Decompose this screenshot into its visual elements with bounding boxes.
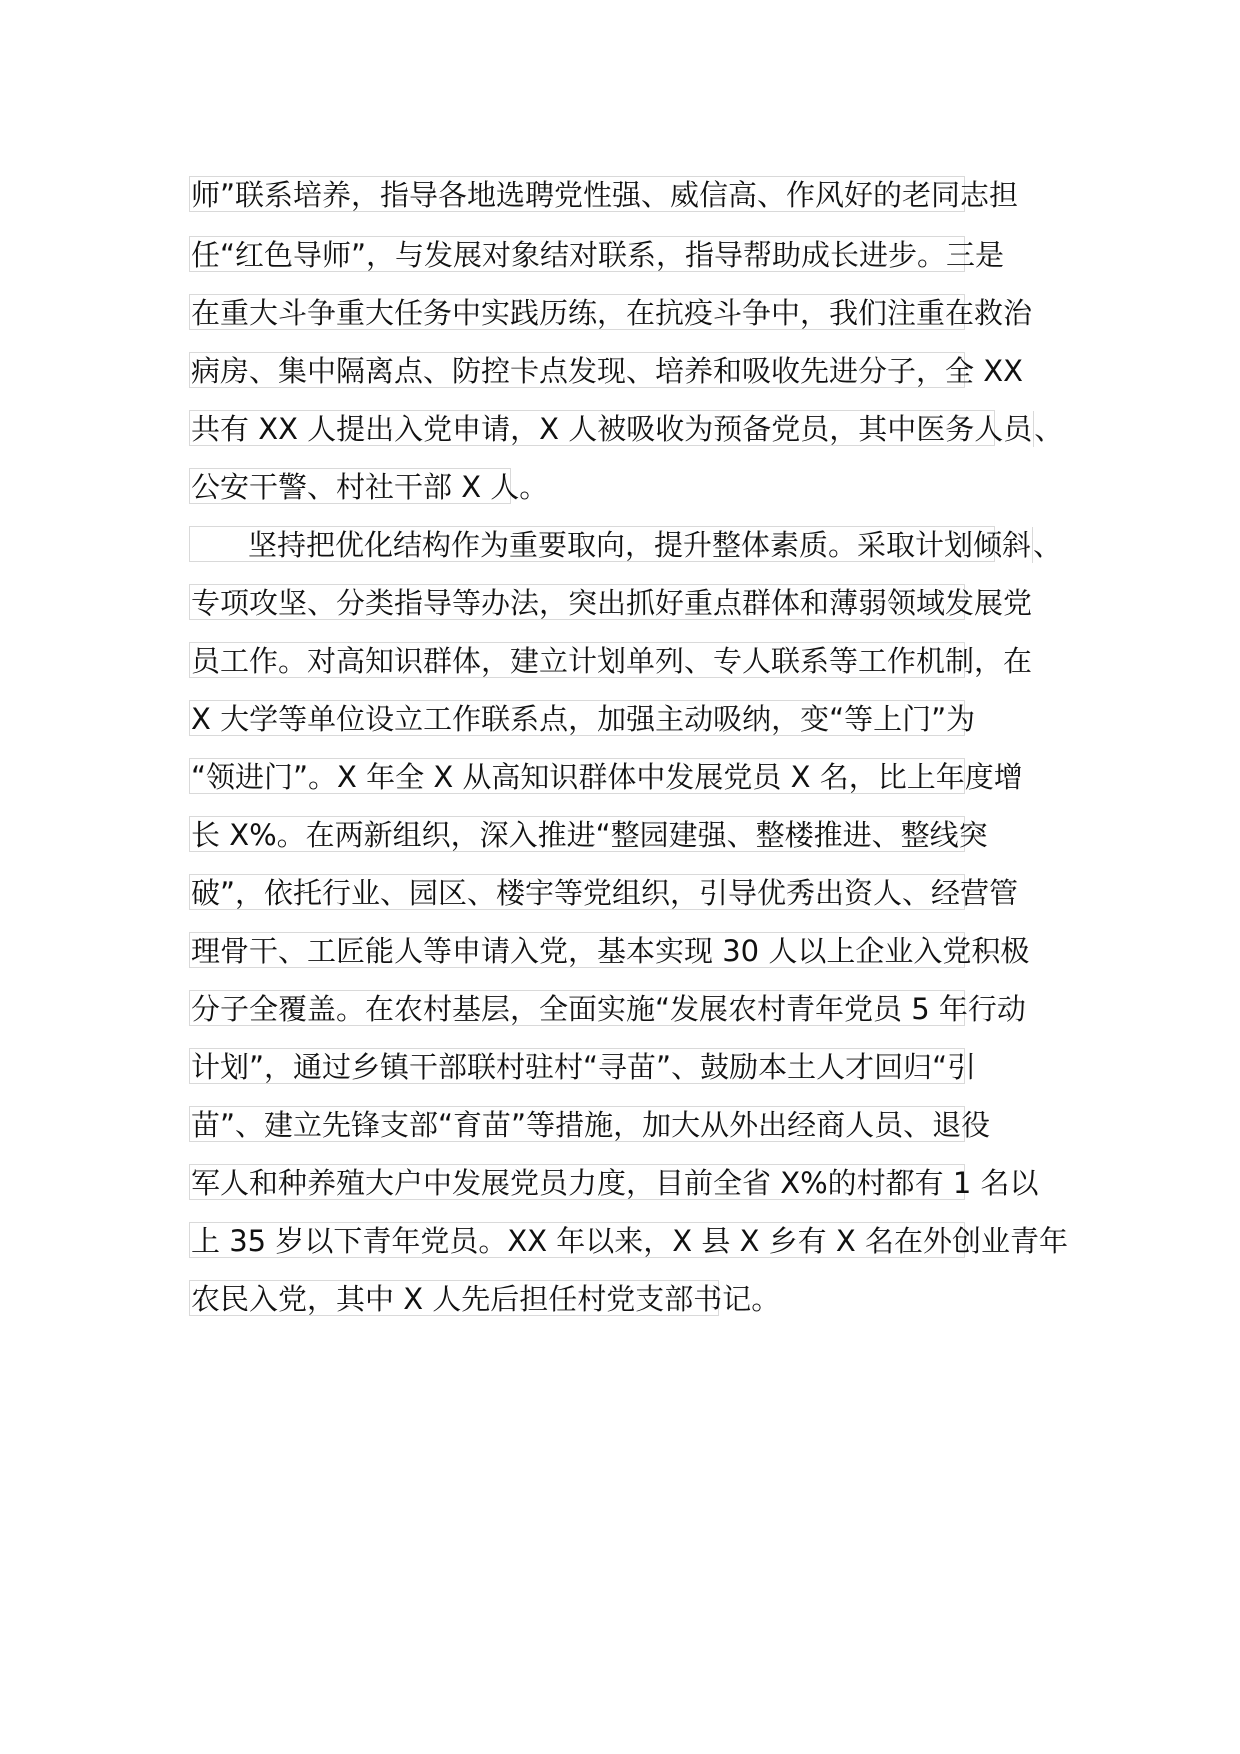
text-line-4-content: 病房、集中隔离点、防控卡点发现、培养和吸收先进分子，全 XX (191, 354, 1023, 388)
text-line-9 (189, 642, 1033, 678)
text-line-5-overflow: 、 (1034, 412, 1064, 446)
text-line-15-content: 分子全覆盖。在农村基层，全面实施“发展农村青年党员 5 年行动 (191, 992, 1026, 1026)
text-line-5-content: 共有 XX 人提出入党申请，X 人被吸收为预备党员，其中医务人员 (191, 412, 1033, 446)
text-line-4 (189, 352, 1023, 388)
text-line-8-content: 专项攻坚、分类指导等办法，突出抓好重点群体和薄弱领域发展党 (191, 586, 1033, 620)
text-line-15 (189, 990, 1026, 1026)
text-line-7-overflow: 、 (1033, 528, 1063, 562)
text-line-10 (189, 700, 976, 736)
text-line-10-content: X 大学等单位设立工作联系点，加强主动吸纳，变“等上门”为 (191, 702, 976, 736)
text-line-18 (189, 1164, 1039, 1200)
text-line-8 (189, 584, 1033, 620)
text-line-11 (189, 758, 1023, 794)
text-line-1 (189, 176, 1019, 212)
text-line-20-content: 农民入党，其中 X 人先后担任村党支部书记。 (191, 1282, 781, 1316)
text-line-3-content: 在重大斗争重大任务中实践历练，在抗疫斗争中，我们注重在救治 (191, 296, 1033, 330)
text-line-17 (189, 1106, 991, 1142)
text-line-14-content: 理骨干、工匠能人等申请入党，基本实现 30 人以上企业入党积极 (191, 934, 1030, 968)
text-line-19 (189, 1222, 1068, 1258)
text-line-13-content: 破”，依托行业、园区、楼宇等党组织，引导优秀出资人、经营管 (191, 876, 1019, 910)
text-line-1-content: 师”联系培养，指导各地选聘党性强、威信高、作风好的老同志担 (191, 178, 1019, 212)
text-line-17-content: 苗”、建立先锋支部“育苗”等措施，加大从外出经商人员、退役 (191, 1108, 991, 1142)
text-line-3 (189, 294, 1033, 330)
text-line-11-content: “领进门”。X 年全 X 从高知识群体中发展党员 X 名，比上年度增 (191, 760, 1023, 794)
text-line-6 (189, 468, 549, 504)
text-line-5 (189, 410, 1064, 446)
text-line-19-content: 上 35 岁以下青年党员。XX 年以来，X 县 X 乡有 X 名在外创业青年 (191, 1224, 1068, 1258)
text-line-13 (189, 874, 1019, 910)
text-line-7 (189, 526, 1063, 562)
text-line-18-content: 军人和种养殖大户中发展党员力度，目前全省 X%的村都有 1 名以 (191, 1166, 1039, 1200)
text-line-16 (189, 1048, 977, 1084)
text-line-7-content: 坚持把优化结构作为重要取向，提升整体素质。采取计划倾斜 (248, 528, 1032, 562)
text-line-2-content: 任“红色导师”，与发展对象结对联系，指导帮助成长进步。三是 (191, 238, 1005, 272)
text-line-16-content: 计划”，通过乡镇干部联村驻村“寻苗”、鼓励本土人才回归“引 (191, 1050, 977, 1084)
text-line-2 (189, 236, 1005, 272)
text-line-12-content: 长 X%。在两新组织，深入推进“整园建强、整楼推进、整线突 (191, 818, 988, 852)
text-line-6-content: 公安干警、村社干部 X 人。 (191, 470, 549, 504)
text-line-20 (189, 1280, 781, 1316)
text-line-14 (189, 932, 1030, 968)
text-line-9-content: 员工作。对高知识群体，建立计划单列、专人联系等工作机制，在 (191, 644, 1033, 678)
text-line-12 (189, 816, 988, 852)
